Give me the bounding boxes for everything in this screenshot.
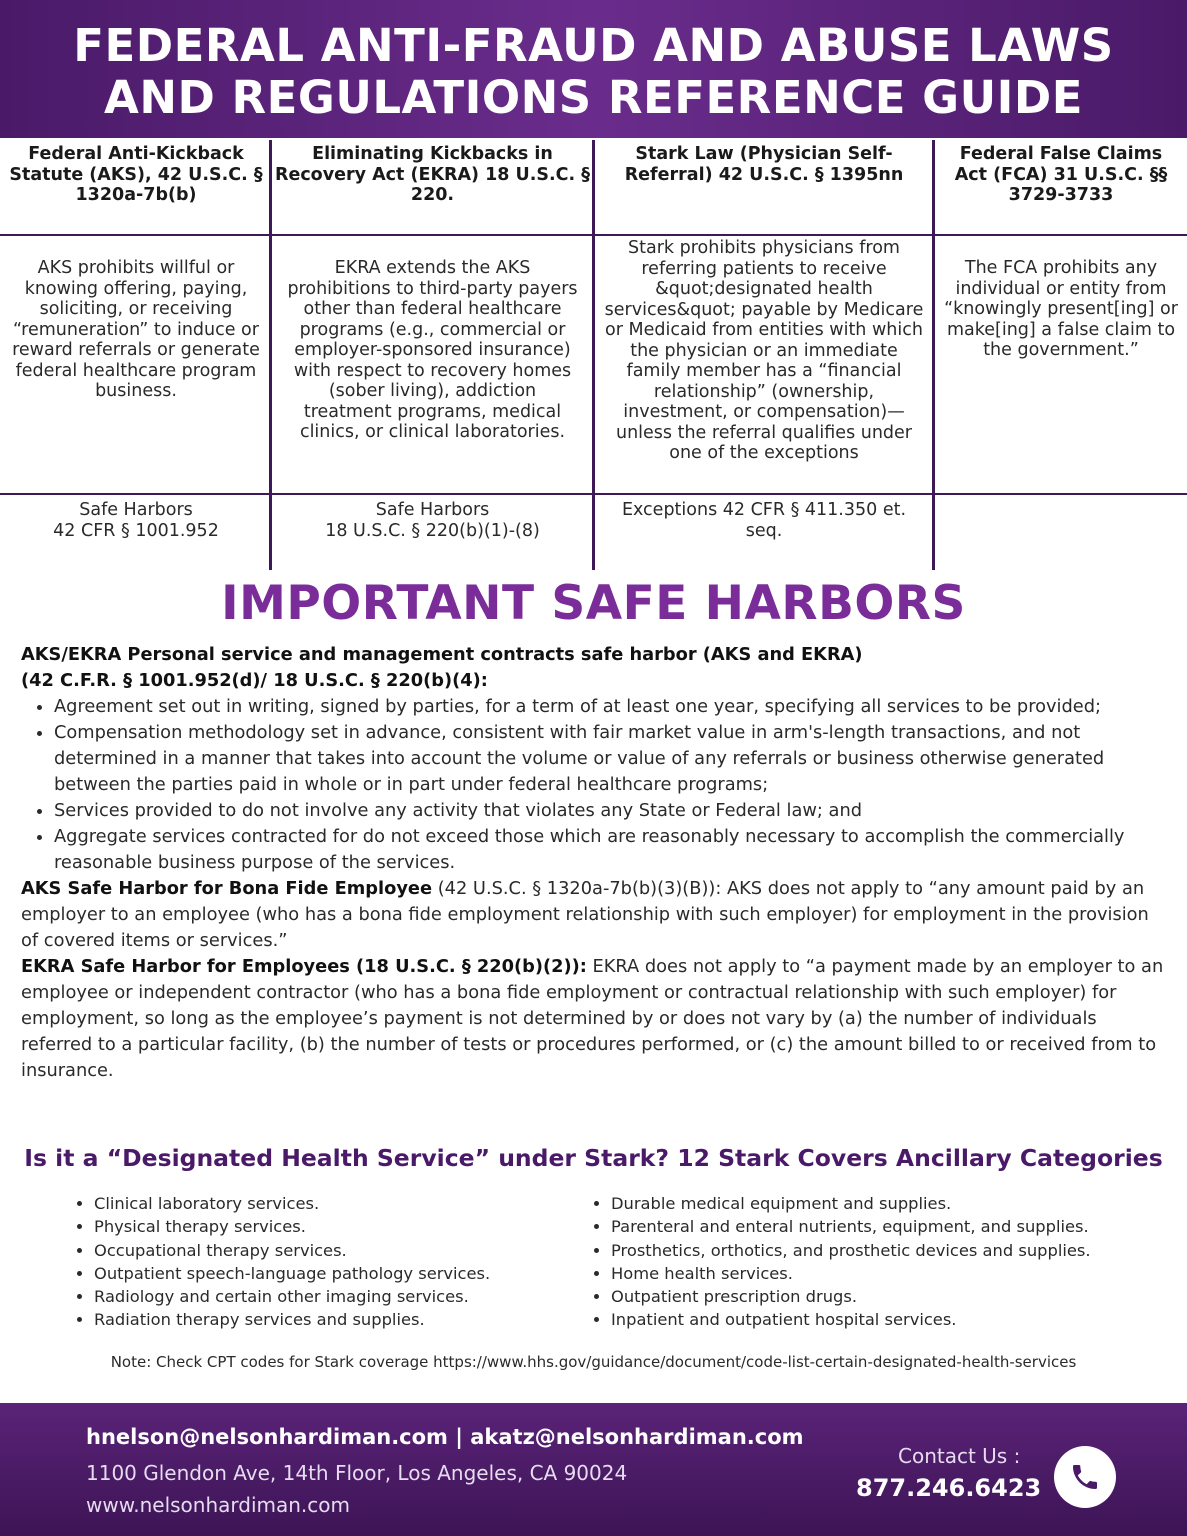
ekra-employee-heading: EKRA Safe Harbor for Employees (18 U.S.C. § 220(b)(2)): [21, 956, 587, 977]
safe-harbor-citation: 18 U.S.C. § 220(b)(1)-(8) [325, 521, 540, 541]
law-description: AKS prohibits willful or knowing offering, paying, soliciting, or receiving “remuneration” to induce or reward referrals or generate federal healthcare program business. [12, 258, 260, 401]
law-title: Eliminating Kickbacks in Recovery Act (EKRA) 18 U.S.C. § 220. [274, 144, 591, 205]
law-safe-harbor [2, 500, 270, 542]
page-title-line-1: FEDERAL ANTI-FRAUD AND ABUSE LAWS [73, 19, 1114, 72]
dhs-list-right [589, 1192, 1159, 1332]
list-item: • Outpatient prescription drugs. [611, 1285, 1159, 1308]
law-comparison-table [0, 138, 1187, 570]
list-item: • Radiology and certain other imaging services. [94, 1285, 572, 1308]
list-item: • Outpatient speech-language pathology services. [94, 1262, 572, 1285]
dhs-list-left [72, 1192, 572, 1332]
law-column-ekra [274, 138, 591, 570]
phone-icon[interactable] [1054, 1446, 1116, 1508]
law-safe-harbor [596, 500, 932, 542]
contact-emails[interactable]: hnelson@nelsonhardiman.com | akatz@nelsonhardiman.com [86, 1425, 804, 1449]
safe-harbors-body [21, 642, 1171, 1084]
list-item: • Parenteral and enteral nutrients, equipment, and supplies. [611, 1215, 1159, 1238]
page-footer [0, 1403, 1187, 1536]
ekra-employee-text: EKRA does not apply to “a payment made by an employer to an employee or independent contractor (who has a bona fide employment or contractual relationship with such employer) for employment, so long as the employee’s payment is not determined by or does not vary by (a) the number of individuals referred to a particular facility, (b) the number of tests or procedures performed, or (c) the amount billed to or received from to insurance. [21, 956, 1164, 1081]
list-item: • Services provided to do not involve any activity that violates any State or Federal law; and [54, 798, 1171, 824]
law-column-fca [937, 138, 1185, 570]
contact-label: Contact Us : [898, 1444, 1021, 1468]
cpt-note: Note: Check CPT codes for Stark coverage https://www.hhs.gov/guidance/document/code-list-certain-designated-health-services [110, 1353, 1077, 1371]
aks-employee-text: (42 U.S.C. § 1320a-7b(b)(3)(B)): AKS does not apply to “any amount paid by an employer to an employee (who has a bona fide employment relationship with such employer) for employment in the provision of covered items or services.” [21, 878, 1149, 951]
safe-harbors-heading: IMPORTANT SAFE HARBORS [221, 576, 966, 631]
page-header [0, 0, 1187, 138]
safe-harbor-label: Safe Harbors [375, 500, 490, 520]
law-title: Federal Anti-Kickback Statute (AKS), 42 U.S.C. § 1320a-7b(b) [9, 144, 263, 205]
ekra-employee-paragraph [21, 954, 1171, 1084]
law-description: The FCA prohibits any individual or entity from “knowingly present[ing] or make[ing] a false claim to the government.” [944, 258, 1178, 360]
list-item: • Clinical laboratory services. [94, 1192, 572, 1215]
safe-harbor-label: Exceptions 42 CFR § 411.350 et. seq. [621, 500, 907, 541]
table-divider-vertical [932, 140, 935, 570]
law-title: Stark Law (Physician Self-Referral) 42 U.S.C. § 1395nn [624, 144, 904, 185]
personal-service-heading: AKS/EKRA Personal service and management contracts safe harbor (AKS and EKRA) [21, 644, 863, 665]
dhs-heading: Is it a “Designated Health Service” under Stark? 12 Stark Covers Ancillary Categories [24, 1144, 1163, 1172]
list-item: • Radiation therapy services and supplies. [94, 1308, 572, 1331]
table-divider-vertical [592, 140, 595, 570]
list-item: • Occupational therapy services. [94, 1239, 572, 1262]
list-item: • Inpatient and outpatient hospital services. [611, 1308, 1159, 1331]
safe-harbor-label: Safe Harbors [79, 500, 193, 520]
safe-harbor-citation: 42 CFR § 1001.952 [53, 521, 219, 541]
law-safe-harbor [274, 500, 591, 542]
list-item: • Prosthetics, orthotics, and prosthetic devices and supplies. [611, 1239, 1159, 1262]
phone-number[interactable]: 877.246.6423 [856, 1474, 1042, 1502]
safe-harbor-requirements-list [21, 694, 1171, 876]
page-title-line-2: AND REGULATIONS REFERENCE GUIDE [104, 71, 1083, 124]
aks-employee-heading: AKS Safe Harbor for Bona Fide Employee [21, 878, 433, 899]
list-item: • Home health services. [611, 1262, 1159, 1285]
list-item: • Agreement set out in writing, signed by parties, for a term of at least one year, specifying all services to be provided; [54, 694, 1171, 720]
law-description: EKRA extends the AKS prohibitions to third-party payers other than federal healthcare programs (e.g., commercial or employer-sponsored insurance) with respect to recovery homes (sober living), addiction treatment programs, medical clinics, or clinical laboratories. [287, 258, 578, 442]
law-column-stark [596, 138, 932, 570]
law-description: Stark prohibits physicians from referring patients to receive &quot;designated health services&quot; payable by Medicare or Medicaid from entities with which the physician or an immediate family member has a “financial relationship” (ownership, investment, or compensation)—unless the referral qualifies under one of the exceptions [604, 238, 924, 463]
list-item: • Physical therapy services. [94, 1215, 572, 1238]
list-item: • Compensation methodology set in advance, consistent with fair market value in arm's-length transactions, and not determined in a manner that takes into account the volume or value of any referrals or business otherwise generated between the parties paid in whole or in part under federal healthcare programs; [54, 720, 1171, 798]
law-title: Federal False Claims Act (FCA) 31 U.S.C. §§ 3729-3733 [954, 144, 1168, 205]
website-link[interactable]: www.nelsonhardiman.com [86, 1493, 351, 1517]
list-item: • Aggregate services contracted for do not exceed those which are reasonably necessary to accomplish the commercially reasonable business purpose of the services. [54, 824, 1171, 876]
list-item: • Durable medical equipment and supplies. [611, 1192, 1159, 1215]
aks-employee-paragraph [21, 876, 1171, 954]
table-divider-vertical [269, 140, 272, 570]
law-column-aks [2, 138, 270, 570]
office-address: 1100 Glendon Ave, 14th Floor, Los Angeles, CA 90024 [86, 1461, 628, 1485]
personal-service-citation: (42 C.F.R. § 1001.952(d)/ 18 U.S.C. § 220(b)(4): [21, 670, 488, 691]
